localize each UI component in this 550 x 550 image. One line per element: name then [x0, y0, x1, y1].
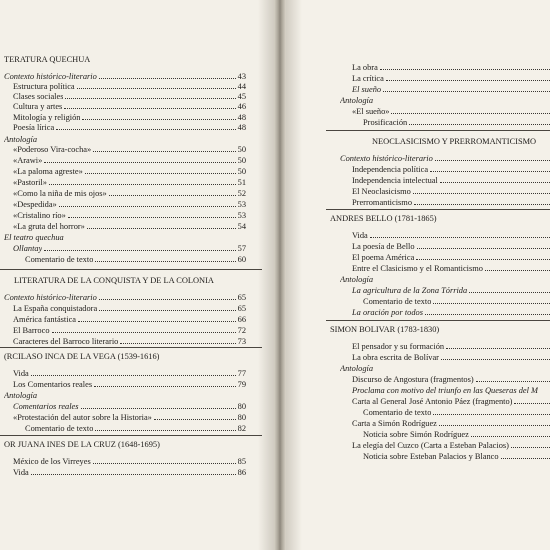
toc-page-number: 73 — [237, 337, 246, 346]
toc-entry — [4, 167, 246, 177]
dot-leader — [414, 203, 550, 205]
dot-leader — [44, 249, 235, 251]
toc-entry — [4, 178, 246, 188]
toc-entry-title: Comentario de texto — [25, 424, 94, 433]
dot-leader — [93, 462, 236, 464]
toc-entry-title: «La gruta del horror» — [13, 222, 85, 231]
toc-page-number: 65 — [237, 304, 246, 313]
dot-leader — [31, 473, 236, 475]
toc-page-number: 77 — [237, 369, 246, 378]
right-page — [286, 0, 550, 550]
toc-entry-title: Noticia sobre Esteban Palacios y Blanco — [363, 452, 499, 461]
toc-page-number: 52 — [237, 189, 246, 198]
toc-entry — [4, 145, 246, 155]
toc-entry — [4, 424, 246, 434]
toc-entry-title: Antología — [4, 135, 38, 144]
toc-entry — [286, 264, 550, 274]
right-toc-list — [286, 0, 550, 550]
toc-entry-title: SIMON BOLIVAR (1783-1830) — [330, 325, 440, 334]
toc-entry-title: «Pastoril» — [13, 178, 47, 187]
toc-entry — [286, 308, 550, 318]
dot-leader — [441, 358, 550, 360]
toc-heading — [4, 276, 246, 286]
toc-entry — [286, 154, 550, 164]
dot-leader — [439, 424, 550, 426]
toc-entry — [4, 200, 246, 210]
toc-page-number: 82 — [237, 424, 246, 433]
toc-entry-title: La crítica — [352, 74, 384, 83]
toc-heading — [286, 137, 550, 147]
dot-leader — [109, 194, 236, 196]
toc-entry-title: «Protestación del autor sobre la Historia» — [13, 413, 152, 422]
toc-entry-title: Prosificación — [363, 118, 408, 127]
toc-entry — [4, 315, 246, 325]
dot-leader — [417, 247, 550, 249]
toc-entry-title: Vida — [13, 468, 29, 477]
toc-entry — [286, 176, 550, 186]
toc-entry — [4, 326, 246, 336]
toc-entry-title: La elegía del Cuzco (Carta a Esteban Palacios) — [352, 441, 509, 450]
toc-entry — [286, 242, 550, 252]
toc-page-number: 80 — [237, 402, 246, 411]
toc-entry-title: Ollantay — [13, 244, 43, 253]
toc-entry — [4, 293, 246, 303]
toc-entry — [4, 72, 246, 82]
toc-entry-title: Mitología y religión — [13, 113, 81, 122]
dot-leader — [95, 429, 235, 431]
toc-entry-title: Contexto histórico-literario — [340, 154, 433, 163]
toc-page-number: 85 — [237, 457, 246, 466]
toc-heading — [4, 55, 246, 65]
toc-heading — [4, 391, 246, 401]
dot-leader — [81, 407, 236, 409]
dot-leader — [68, 216, 236, 218]
dot-leader — [49, 183, 236, 185]
toc-entry-title: «El sueño» — [352, 107, 390, 116]
dot-leader — [380, 68, 550, 70]
toc-entry-title: La España conquistadora — [13, 304, 98, 313]
toc-entry — [4, 123, 246, 133]
dot-leader — [99, 309, 235, 311]
dot-leader — [476, 380, 550, 382]
dot-leader — [435, 159, 550, 161]
toc-heading — [286, 325, 550, 335]
dot-leader — [446, 347, 550, 349]
toc-entry — [286, 342, 550, 352]
dot-leader — [120, 342, 235, 344]
toc-entry-title: Los Comentarios reales — [13, 380, 93, 389]
dot-leader — [409, 123, 550, 125]
toc-entry-title: El pensador y su formación — [352, 342, 445, 351]
toc-page-number: 50 — [237, 156, 246, 165]
toc-entry — [286, 187, 550, 197]
toc-page-number: 44 — [237, 82, 246, 91]
toc-heading — [286, 386, 550, 396]
dot-leader — [87, 227, 236, 229]
toc-entry — [4, 337, 246, 347]
toc-entry-title: Entre el Clasicismo y el Romanticismo — [352, 264, 483, 273]
dot-leader — [386, 79, 550, 81]
toc-entry — [286, 118, 550, 128]
toc-entry — [4, 102, 246, 112]
toc-entry-title: Prerromanticismo — [352, 198, 413, 207]
dot-leader — [433, 413, 550, 415]
dot-leader — [52, 331, 236, 333]
dot-leader — [501, 457, 550, 459]
toc-entry — [286, 253, 550, 263]
toc-page-number: 51 — [237, 178, 246, 187]
toc-page-number: 48 — [237, 123, 246, 132]
toc-entry-title: El teatro quechua — [4, 233, 64, 242]
toc-entry — [4, 92, 246, 102]
toc-entry — [4, 113, 246, 123]
toc-entry-title: La obra escrita de Bolívar — [352, 353, 439, 362]
toc-heading — [286, 214, 550, 224]
toc-entry-title: México de los Virreyes — [13, 457, 91, 466]
toc-entry-title: Contexto histórico-literario — [4, 72, 97, 81]
toc-entry-title: Comentario de texto — [363, 408, 432, 417]
toc-entry — [286, 165, 550, 175]
toc-page-number: 57 — [237, 244, 246, 253]
toc-entry-title: Antología — [340, 275, 374, 284]
dot-leader — [99, 77, 236, 79]
toc-heading — [286, 364, 550, 374]
toc-entry-title: Noticia sobre Simón Rodríguez — [363, 430, 469, 439]
toc-page-number: 53 — [237, 211, 246, 220]
toc-heading — [4, 352, 246, 362]
toc-entry — [286, 198, 550, 208]
toc-entry — [286, 286, 550, 296]
dot-leader — [469, 291, 550, 293]
toc-entry-title: Antología — [340, 96, 374, 105]
toc-entry — [4, 304, 246, 314]
toc-entry-title: Antología — [340, 364, 374, 373]
dot-leader — [391, 112, 550, 114]
dot-leader — [433, 302, 550, 304]
toc-entry-title: La oración por todos — [352, 308, 423, 317]
toc-entry-title: La obra — [352, 63, 378, 72]
toc-entry-title: Comentario de texto — [25, 255, 94, 264]
toc-page-number: 66 — [237, 315, 246, 324]
dot-leader — [93, 150, 235, 152]
toc-entry-title: El Neoclasicismo — [352, 187, 411, 196]
toc-entry — [4, 222, 246, 232]
toc-entry-title: «Cristalino río» — [13, 211, 66, 220]
dot-leader — [77, 87, 236, 89]
dot-leader — [485, 269, 550, 271]
toc-heading — [4, 233, 246, 243]
dot-leader — [59, 205, 236, 207]
toc-entry-title: OR JUANA INES DE LA CRUZ (1648-1695) — [4, 440, 160, 449]
dot-leader — [383, 90, 550, 92]
dot-leader — [370, 236, 550, 238]
dot-leader — [65, 97, 235, 99]
toc-page-number: 79 — [237, 380, 246, 389]
toc-entry-title: Comentarios reales — [13, 402, 79, 411]
toc-entry-title: Comentario de texto — [363, 297, 432, 306]
dot-leader — [154, 418, 236, 420]
dot-leader — [99, 298, 236, 300]
toc-entry — [286, 419, 550, 429]
toc-entry-title: TERATURA QUECHUA — [4, 55, 91, 64]
toc-page-number: 65 — [237, 293, 246, 302]
toc-entry-title: La agricultura de la Zona Tórrida — [352, 286, 468, 295]
toc-page-number: 54 — [237, 222, 246, 231]
toc-entry-title: NEOCLASICISMO Y PRERROMANTICISMO — [372, 137, 537, 146]
toc-entry — [4, 82, 246, 92]
left-page — [0, 0, 274, 550]
toc-entry-title: Independencia intelectual — [352, 176, 438, 185]
toc-page-number: 86 — [237, 468, 246, 477]
toc-entry-title: El sueño — [352, 85, 382, 94]
toc-entry-title: La poesía de Bello — [352, 242, 415, 251]
toc-entry-title: Caracteres del Barroco literario — [13, 337, 119, 346]
toc-entry-title: ANDRES BELLO (1781-1865) — [330, 214, 437, 223]
toc-entry — [4, 189, 246, 199]
toc-page-number: 60 — [237, 255, 246, 264]
toc-heading — [4, 135, 246, 145]
toc-entry — [286, 74, 550, 84]
toc-entry-title: Antología — [4, 391, 38, 400]
toc-entry — [286, 231, 550, 241]
dot-leader — [425, 313, 550, 315]
toc-entry — [4, 369, 246, 379]
toc-entry — [4, 457, 246, 467]
dot-leader — [78, 320, 236, 322]
toc-entry — [286, 397, 550, 407]
toc-entry — [286, 63, 550, 73]
dot-leader — [511, 446, 550, 448]
toc-entry-title: Carta a Simón Rodríguez — [352, 419, 437, 428]
toc-entry-title: Cultura y artes — [13, 102, 63, 111]
toc-entry-title: Discurso de Angostura (fragmentos) — [352, 375, 474, 384]
toc-entry — [4, 156, 246, 166]
toc-entry-title: Carta al General José Antonio Páez (fragmento) — [352, 397, 513, 406]
toc-page-number: 72 — [237, 326, 246, 335]
toc-page-number: 43 — [237, 72, 246, 81]
toc-entry-title: «La paloma agreste» — [13, 167, 83, 176]
toc-page-number: 53 — [237, 200, 246, 209]
toc-entry — [4, 211, 246, 221]
toc-entry — [286, 441, 550, 451]
toc-heading — [286, 96, 550, 106]
toc-entry-title: El Barroco — [13, 326, 50, 335]
toc-page-number: 50 — [237, 167, 246, 176]
toc-entry — [4, 255, 246, 265]
left-page-gutter-shadow — [258, 0, 274, 550]
dot-leader — [85, 172, 236, 174]
toc-heading — [286, 275, 550, 285]
dot-leader — [416, 258, 550, 260]
dot-leader — [514, 402, 550, 404]
left-toc-list — [4, 0, 246, 550]
toc-entry-title: Proclama con motivo del triunfo en las Queseras del M — [352, 386, 539, 395]
toc-entry-title: Poesía lírica — [13, 123, 55, 132]
toc-entry — [286, 408, 550, 418]
toc-entry — [286, 430, 550, 440]
toc-entry — [4, 244, 246, 254]
toc-entry — [4, 402, 246, 412]
toc-entry — [4, 468, 246, 478]
toc-page-number: 45 — [237, 92, 246, 101]
toc-entry-title: América fantástica — [13, 315, 77, 324]
toc-heading — [4, 440, 246, 450]
toc-entry-title: LITERATURA DE LA CONQUISTA Y DE LA COLONIA — [14, 276, 214, 285]
toc-entry — [286, 107, 550, 117]
toc-entry — [286, 297, 550, 307]
toc-entry-title: «Despedida» — [13, 200, 57, 209]
dot-leader — [430, 170, 550, 172]
toc-page-number: 80 — [237, 413, 246, 422]
toc-entry-title: Contexto histórico-literario — [4, 293, 97, 302]
dot-leader — [95, 260, 235, 262]
dot-leader — [44, 161, 235, 163]
dot-leader — [413, 192, 550, 194]
dot-leader — [94, 385, 236, 387]
dot-leader — [31, 374, 236, 376]
toc-page-number: 48 — [237, 113, 246, 122]
dot-leader — [471, 435, 550, 437]
dot-leader — [56, 128, 235, 130]
toc-entry-title: (RCILASO INCA DE LA VEGA (1539-1616) — [4, 352, 160, 361]
toc-entry-title: El poema América — [352, 253, 415, 262]
dot-leader — [440, 181, 550, 183]
toc-entry-title: Estructura política — [13, 82, 75, 91]
toc-entry — [4, 380, 246, 390]
toc-entry — [286, 353, 550, 363]
toc-entry-title: Clases sociales — [13, 92, 64, 101]
toc-page-number: 46 — [237, 102, 246, 111]
toc-entry — [4, 413, 246, 423]
toc-entry-title: «Arawi» — [13, 156, 43, 165]
toc-entry-title: «Como la niña de mis ojos» — [13, 189, 107, 198]
dot-leader — [82, 118, 235, 120]
toc-entry-title: Vida — [352, 231, 368, 240]
toc-entry — [286, 452, 550, 462]
toc-entry-title: Vida — [13, 369, 29, 378]
toc-entry-title: «Poderoso Vira-cocha» — [13, 145, 92, 154]
toc-entry — [286, 85, 550, 95]
toc-entry-title: Independencia política — [352, 165, 429, 174]
book-gutter — [274, 0, 286, 550]
toc-entry — [286, 375, 550, 385]
dot-leader — [64, 107, 235, 109]
toc-page-number: 50 — [237, 145, 246, 154]
